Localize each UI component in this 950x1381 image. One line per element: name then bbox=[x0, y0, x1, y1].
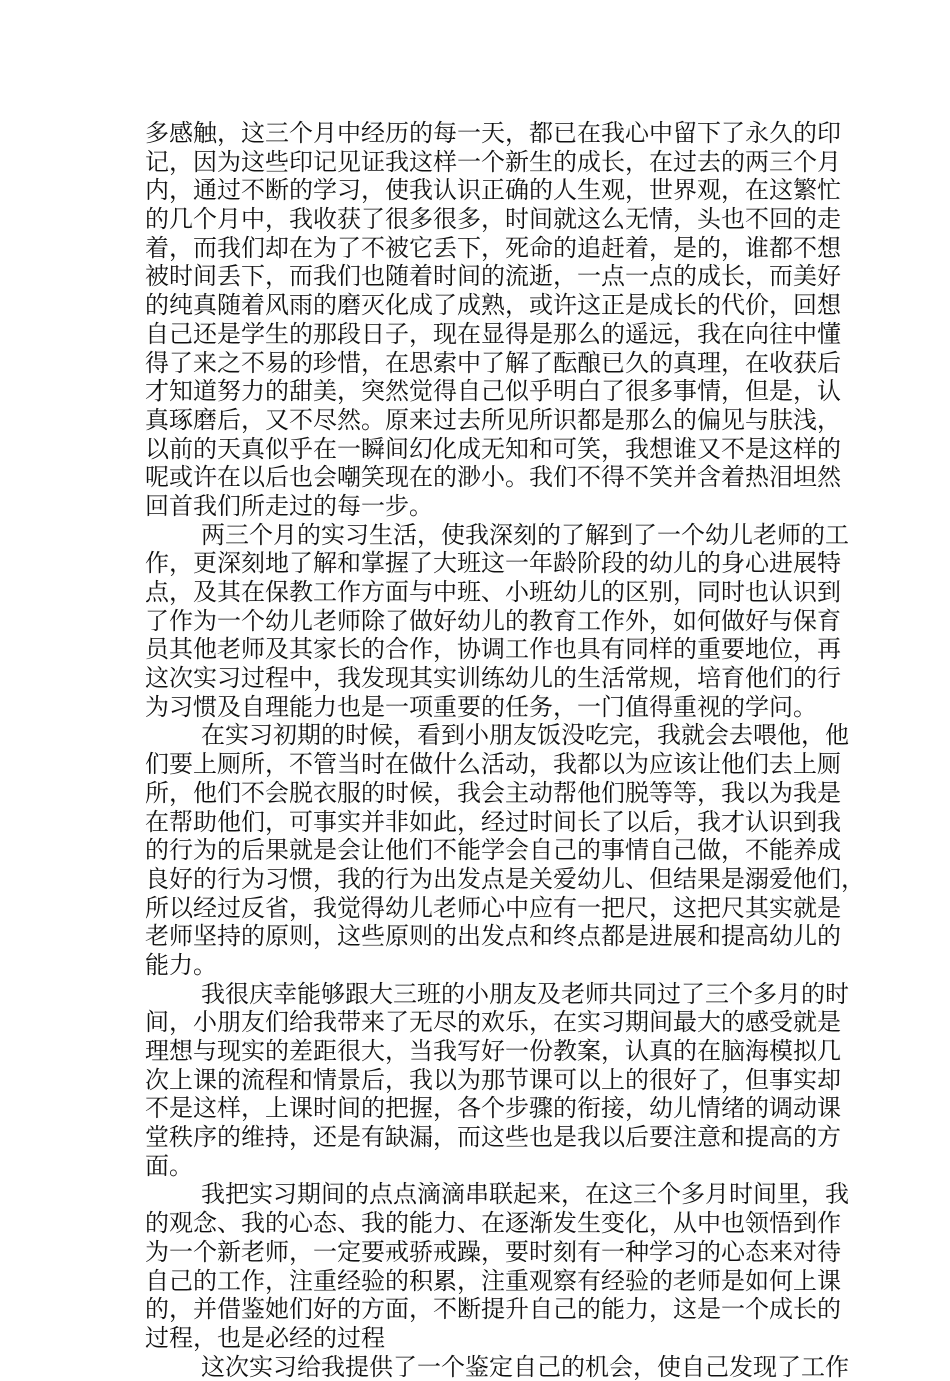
text-line: 自己的工作，注重经验的积累，注重观察有经验的老师是如何上课 bbox=[145, 1266, 841, 1295]
text-line: 内，通过不断的学习，使我认识正确的人生观，世界观，在这繁忙 bbox=[145, 176, 841, 205]
text-line: 良好的行为习惯，我的行为出发点是关爱幼儿、但结果是溺爱他们， bbox=[145, 864, 865, 893]
text-line: 的行为的后果就是会让他们不能学会自己的事情自己做，不能养成 bbox=[145, 836, 841, 865]
text-line: 这次实习过程中，我发现其实训练幼儿的生活常规，培育他们的行 bbox=[145, 664, 841, 693]
text-line: 多感触，这三个月中经历的每一天，都已在我心中留下了永久的印 bbox=[145, 119, 841, 147]
paragraph bbox=[145, 1352, 849, 1381]
text-line: 自己还是学生的那段日子，现在显得是那么的遥远，我在向往中懂 bbox=[145, 319, 841, 348]
text-line: 的几个月中，我收获了很多很多，时间就这么无情，头也不回的走 bbox=[145, 205, 841, 234]
text-line: 的观念、我的心态、我的能力、在逐渐发生变化，从中也领悟到作 bbox=[145, 1209, 841, 1238]
text-line: 员其他老师及其家长的合作，协调工作也具有同样的重要地位，再 bbox=[145, 635, 841, 664]
text-line: 在帮助他们，可事实并非如此，经过时间长了以后，我才认识到我 bbox=[145, 807, 841, 836]
text-line: 才知道努力的甜美，突然觉得自己似乎明白了很多事情，但是，认 bbox=[145, 377, 841, 406]
text-line: 堂秩序的维持，还是有缺漏，而这些也是我以后要注意和提高的方 bbox=[145, 1123, 841, 1152]
text-line: 以前的天真似乎在一瞬间幻化成无知和可笑，我想谁又不是这样的 bbox=[145, 434, 841, 463]
text-line: 呢或许在以后也会嘲笑现在的渺小。我们不得不笑并含着热泪坦然 bbox=[145, 463, 841, 492]
paragraph bbox=[145, 721, 865, 979]
paragraph bbox=[145, 119, 841, 521]
text-line: 回首我们所走过的每一步。 bbox=[145, 491, 433, 520]
text-line: 被时间丢下，而我们也随着时间的流逝，一点一点的成长，而美好 bbox=[145, 262, 841, 291]
text-line: 所，他们不会脱衣服的时候，我会主动帮他们脱等等，我以为我是 bbox=[145, 778, 841, 807]
text-line: 们要上厕所，不管当时在做什么活动，我都以为应该让他们去上厕 bbox=[145, 750, 841, 779]
paragraph bbox=[145, 979, 849, 1181]
text-line: 我把实习期间的点点滴滴串联起来，在这三个多月时间里，我 bbox=[201, 1180, 849, 1209]
text-line: 过程，也是必经的过程 bbox=[145, 1323, 385, 1352]
text-line: 的纯真随着风雨的磨灭化成了成熟，或许这正是成长的代价，回想 bbox=[145, 291, 841, 320]
text-line: 作，更深刻地了解和掌握了大班这一年龄阶段的幼儿的身心进展特 bbox=[145, 549, 841, 578]
text-line: 着，而我们却在为了不被它丢下，死命的追赶着，是的，谁都不想 bbox=[145, 233, 841, 262]
text-line: 我很庆幸能够跟大三班的小朋友及老师共同过了三个多月的时 bbox=[201, 979, 849, 1008]
text-line: 面。 bbox=[145, 1151, 193, 1180]
paragraph bbox=[145, 1180, 849, 1352]
text-line: 间，小朋友们给我带来了无尽的欢乐，在实习期间最大的感受就是 bbox=[145, 1008, 841, 1037]
text-line: 真琢磨后，又不尽然。原来过去所见所识都是那么的偏见与肤浅， bbox=[145, 405, 841, 434]
text-line: 得了来之不易的珍惜，在思索中了解了酝酿已久的真理，在收获后 bbox=[145, 348, 841, 377]
text-line: 次上课的流程和情景后，我以为那节课可以上的很好了，但事实却 bbox=[145, 1065, 841, 1094]
text-line: 理想与现实的差距很大，当我写好一份教案，认真的在脑海模拟几 bbox=[145, 1037, 841, 1065]
text-line: 两三个月的实习生活，使我深刻的了解到了一个幼儿老师的工 bbox=[201, 520, 849, 549]
text-line: 了作为一个幼儿老师除了做好幼儿的教育工作外，如何做好与保育 bbox=[145, 606, 841, 635]
text-line: 为习惯及自理能力也是一项重要的任务，一门值得重视的学问。 bbox=[145, 692, 817, 721]
text-line: 这次实习给我提供了一个鉴定自己的机会，使自己发现了工作 bbox=[201, 1352, 849, 1381]
document-body bbox=[145, 119, 865, 1381]
text-line: 能力。 bbox=[145, 950, 217, 979]
paragraph bbox=[145, 520, 849, 722]
text-line: 的，并借鉴她们好的方面，不断提升自己的能力，这是一个成长的 bbox=[145, 1295, 841, 1324]
text-line: 所以经过反省，我觉得幼儿老师心中应有一把尺，这把尺其实就是 bbox=[145, 893, 841, 922]
text-line: 为一个新老师，一定要戒骄戒躁，要时刻有一种学习的心态来对待 bbox=[145, 1237, 841, 1266]
text-line: 记，因为这些印记见证我这样一个新生的成长，在过去的两三个月 bbox=[145, 147, 841, 176]
text-line: 点，及其在保教工作方面与中班、小班幼儿的区别，同时也认识到 bbox=[145, 578, 841, 606]
text-line: 在实习初期的时候，看到小朋友饭没吃完，我就会去喂他，他 bbox=[201, 721, 849, 750]
text-line: 不是这样，上课时间的把握，各个步骤的衔接，幼儿情绪的调动课 bbox=[145, 1094, 841, 1123]
text-line: 老师坚持的原则，这些原则的出发点和终点都是进展和提高幼儿的 bbox=[145, 922, 841, 951]
